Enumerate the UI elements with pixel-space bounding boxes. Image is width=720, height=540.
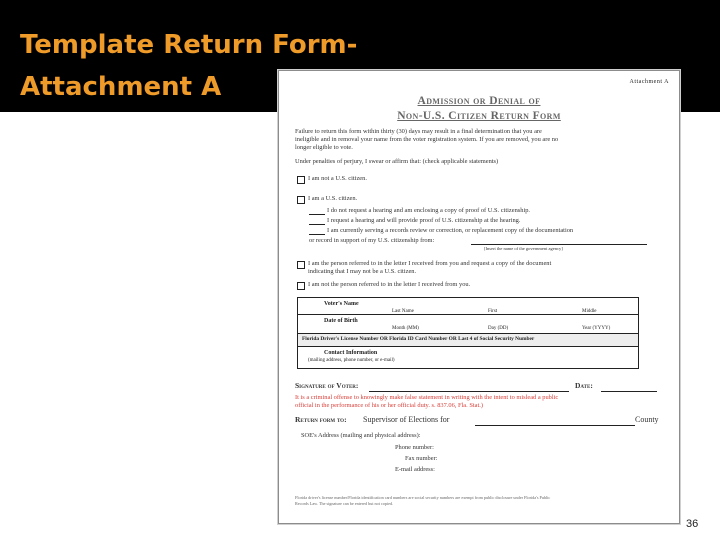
footer-line-1: Florida driver's license number/Florida identification card numbers are social security numbers are exempt from public disclosure under Florida's Public <box>295 495 551 500</box>
sub-option-2: I request a hearing and will provide proof of U.S. citizenship at the hearing. <box>327 217 521 224</box>
date-line <box>601 391 657 392</box>
sub-option-3-line <box>309 234 325 235</box>
county-line <box>475 425 635 426</box>
date-label: Date: <box>575 381 593 390</box>
signature-line <box>369 391 569 392</box>
year-label: Year (YYYY) <box>582 326 611 331</box>
page-number: 36 <box>686 518 699 530</box>
dob-row <box>298 315 638 334</box>
person-referred-line-1: I am the person referred to in the letter I received from you and request a copy of the document <box>308 260 552 267</box>
voter-info-table <box>297 297 639 369</box>
county-label: County <box>635 415 659 424</box>
warning-line-1: It is a criminal offense to knowingly make false statement in writing with the intent to mislead a public <box>295 394 559 401</box>
fax-label: Fax number: <box>405 455 438 462</box>
voter-name-label: Voter's Name <box>324 301 359 307</box>
form-heading-line-2: Non-U.S. Citizen Return Form <box>397 110 561 122</box>
voter-name-row <box>298 298 638 315</box>
not-person-checkbox[interactable] <box>297 282 305 290</box>
sub-option-1: I do not request a hearing and am enclosing a copy of proof of U.S. citizenship. <box>327 207 531 214</box>
first-name-label: First <box>488 309 498 314</box>
not-citizen-checkbox[interactable] <box>297 176 305 184</box>
month-label: Month (MM) <box>392 326 419 331</box>
form-heading-line-1: Admission or Denial of <box>417 95 541 107</box>
license-row <box>298 334 638 347</box>
slide-title-line-1: Template Return Form- <box>20 30 358 60</box>
person-referred-checkbox[interactable] <box>297 261 305 269</box>
soe-address-label: SOE's Address (mailing and physical address): <box>301 432 421 439</box>
not-citizen-label: I am not a U.S. citizen. <box>308 175 367 182</box>
return-form-image <box>278 70 680 524</box>
day-label: Day (DD) <box>488 326 509 331</box>
email-label: E-mail address: <box>395 466 435 473</box>
intro-line-3: longer eligible to vote. <box>295 144 353 151</box>
contact-label: Contact Information <box>324 350 378 356</box>
intro-line-2: ineligible and in removal your name from the voter registration system. If you are removed, you are no <box>295 136 559 143</box>
license-label: Florida Driver's License Number OR Florida ID Card Number OR Last 4 of Social Security Number <box>302 336 535 342</box>
middle-name-label: Middle <box>582 309 597 314</box>
agency-hint: [Insert the name of the government agency] <box>484 246 563 251</box>
last-name-label: Last Name <box>392 309 414 314</box>
penalty-line: Under penalties of perjury, I swear or affirm that: (check applicable statements) <box>295 158 499 165</box>
sub-option-2-line <box>309 224 325 225</box>
citizen-checkbox[interactable] <box>297 196 305 204</box>
attachment-label: Attachment A <box>629 79 669 85</box>
warning-line-2: official in the performance of his or her official duty. s. 837.06, Fla. Stat.) <box>295 402 484 409</box>
return-label: Return form to: <box>295 415 347 424</box>
citizen-label: I am a U.S. citizen. <box>308 195 358 202</box>
sub-option-1-line <box>309 214 325 215</box>
dob-label: Date of Birth <box>324 318 358 324</box>
slide-title-line-2: Attachment A <box>20 72 222 102</box>
sub-option-3: I am currently serving a records review or correction, or replacement copy of the documentation <box>327 227 574 234</box>
intro-line-1: Failure to return this form within thirty (30) days may result in a final determination that you are <box>295 128 542 135</box>
not-person-label: I am not the person referred to in the letter I received from you. <box>308 281 471 288</box>
contact-hint: (mailing address, phone number, or e-mail) <box>308 358 395 363</box>
person-referred-line-2: indicating that I may not be a U.S. citizen. <box>308 268 417 275</box>
return-value: Supervisor of Elections for <box>363 415 450 424</box>
sub-option-3b: or record in support of my U.S. citizenship from: <box>309 237 435 244</box>
contact-row <box>298 347 638 367</box>
signature-label: Signature of Voter: <box>295 381 359 390</box>
footer-line-2: Records Law. The signature can be entered but not copied. <box>295 501 394 506</box>
phone-label: Phone number: <box>395 444 434 451</box>
